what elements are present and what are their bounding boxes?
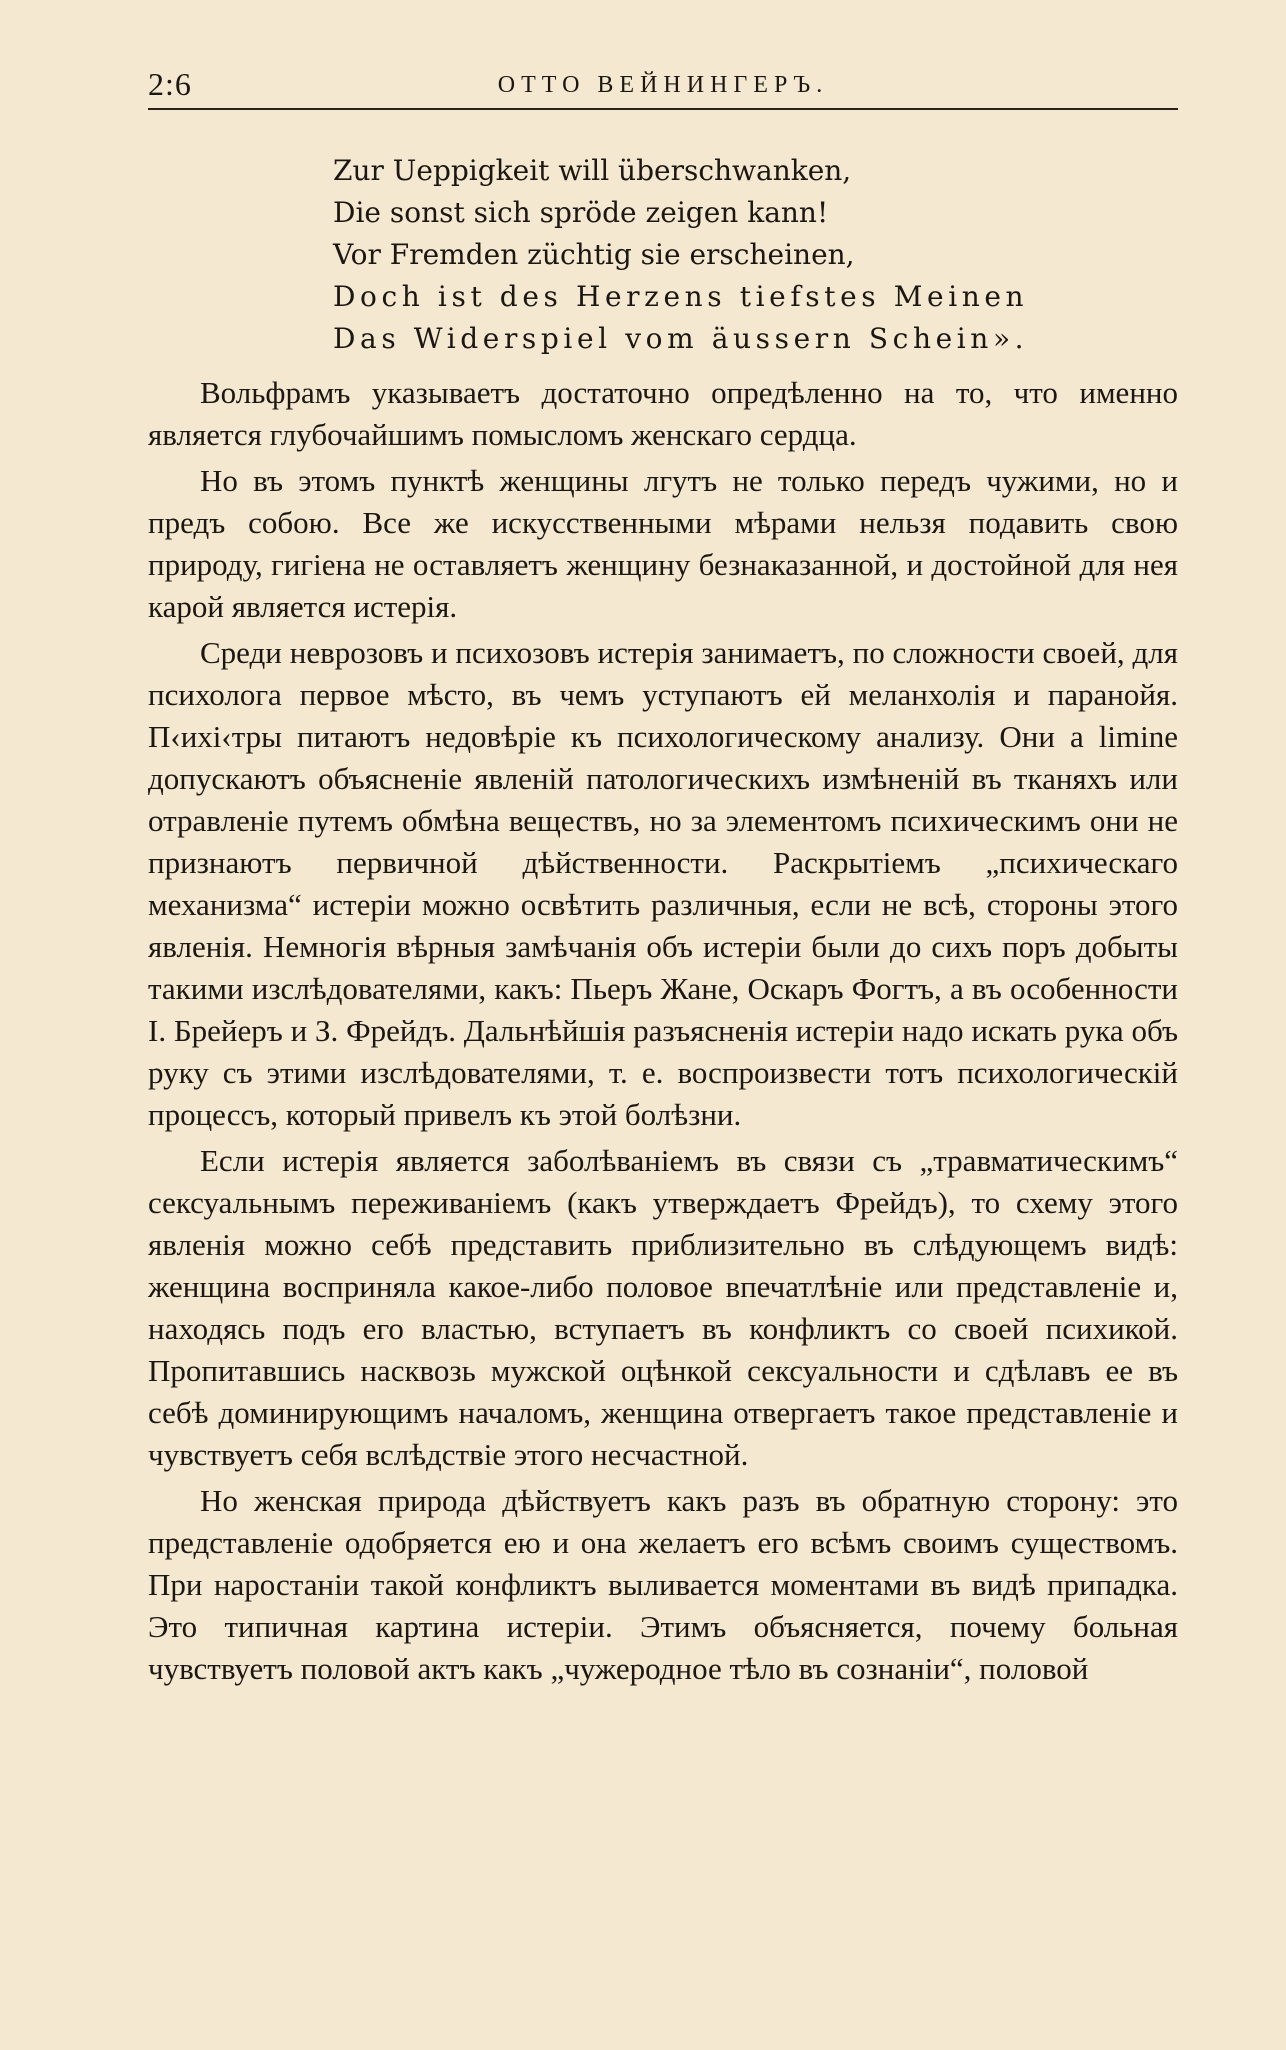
running-title: ОТТО ВЕЙНИНГЕРЪ.: [497, 72, 829, 98]
page-number: 2:6: [148, 66, 192, 102]
verse-quote: [333, 150, 1178, 360]
page-header: [148, 58, 1178, 110]
verse-line: Doch ist des Herzens tiefstes Meinen: [333, 280, 1029, 313]
paragraph: Но женская природа дѣйствуетъ какъ разъ въ обратную сторону: это представленіе одобряется ею и она желаетъ его всѣмъ своимъ существомъ. При наростаніи такой конфликтъ выливается моментами въ видѣ припадка. Это типичная картина истеріи. Этимъ объясняется, почему больная чувствуетъ половой актъ какъ „чужеродное тѣло въ сознаніи“, половой: [148, 1483, 1178, 1686]
paragraph: Вольфрамъ указываетъ достаточно опредѣленно на то, что именно является глубочайшимъ помысломъ женскаго сердца.: [148, 375, 1178, 452]
verse-line: Zur Ueppigkeit will überschwanken,: [333, 154, 852, 187]
paragraph: Среди неврозовъ и психозовъ истерія занимаетъ, по сложности своей, для психолога первое мѣсто, въ чемъ уступаютъ ей меланхолія и паранойя. П‹ихі‹тры питаютъ недовѣріе къ психологическому анализу. Они a limine допускаютъ объясненіе явленій патологическихъ измѣненій въ тканяхъ или отравленіе путемъ обмѣна веществъ, но за элементомъ психическимъ они не признаютъ первичной дѣйственности. Раскрытіемъ „психическаго механизма“ истеріи можно освѣтить различныя, если не всѣ, стороны этого явленія. Немногія вѣрныя замѣчанія объ истеріи были до сихъ поръ добыты такими изслѣдователями, какъ: Пьеръ Жане, Оскаръ Фогтъ, а въ особенности І. Брейеръ и З. Фрейдъ. Дальнѣйшія разъясненія истеріи надо искать рука объ руку съ этими изслѣдователями, т. е. воспроизвести тотъ психологическій процессъ, который привелъ къ этой болѣзни.: [148, 635, 1178, 1132]
paragraph: Но въ этомъ пунктѣ женщины лгутъ не только передъ чужими, но и предъ собою. Все же искусственными мѣрами нельзя подавить свою природу, гигіена не оставляетъ женщину безнаказанной, и достойной для нея карой является истерія.: [148, 463, 1178, 624]
verse-line: Das Widerspiel vom äussern Schein».: [333, 322, 1029, 355]
body-text: [148, 372, 1178, 1690]
paragraph: Если истерія является заболѣваніемъ въ связи съ „травматическимъ“ сексуальнымъ переживаніемъ (какъ утверждаетъ Фрейдъ), то схему этого явленія можно себѣ представить приблизительно въ слѣдующемъ видѣ: женщина восприняла какое-либо половое впечатлѣніе или представленіе и, находясь подъ его властью, вступаетъ въ конфликтъ со своей психикой. Пропитавшись насквозь мужской оцѣнкой сексуальности и сдѣлавъ ее въ себѣ доминирующимъ началомъ, женщина отвергаетъ такое представленіе и чувствуетъ себя вслѣдствіе этого несчастной.: [148, 1143, 1178, 1472]
verse-line: Die sonst sich spröde zeigen kann!: [333, 196, 829, 229]
verse-line: Vor Fremden züchtig sie erscheinen,: [333, 238, 855, 271]
book-page: [148, 58, 1178, 1690]
